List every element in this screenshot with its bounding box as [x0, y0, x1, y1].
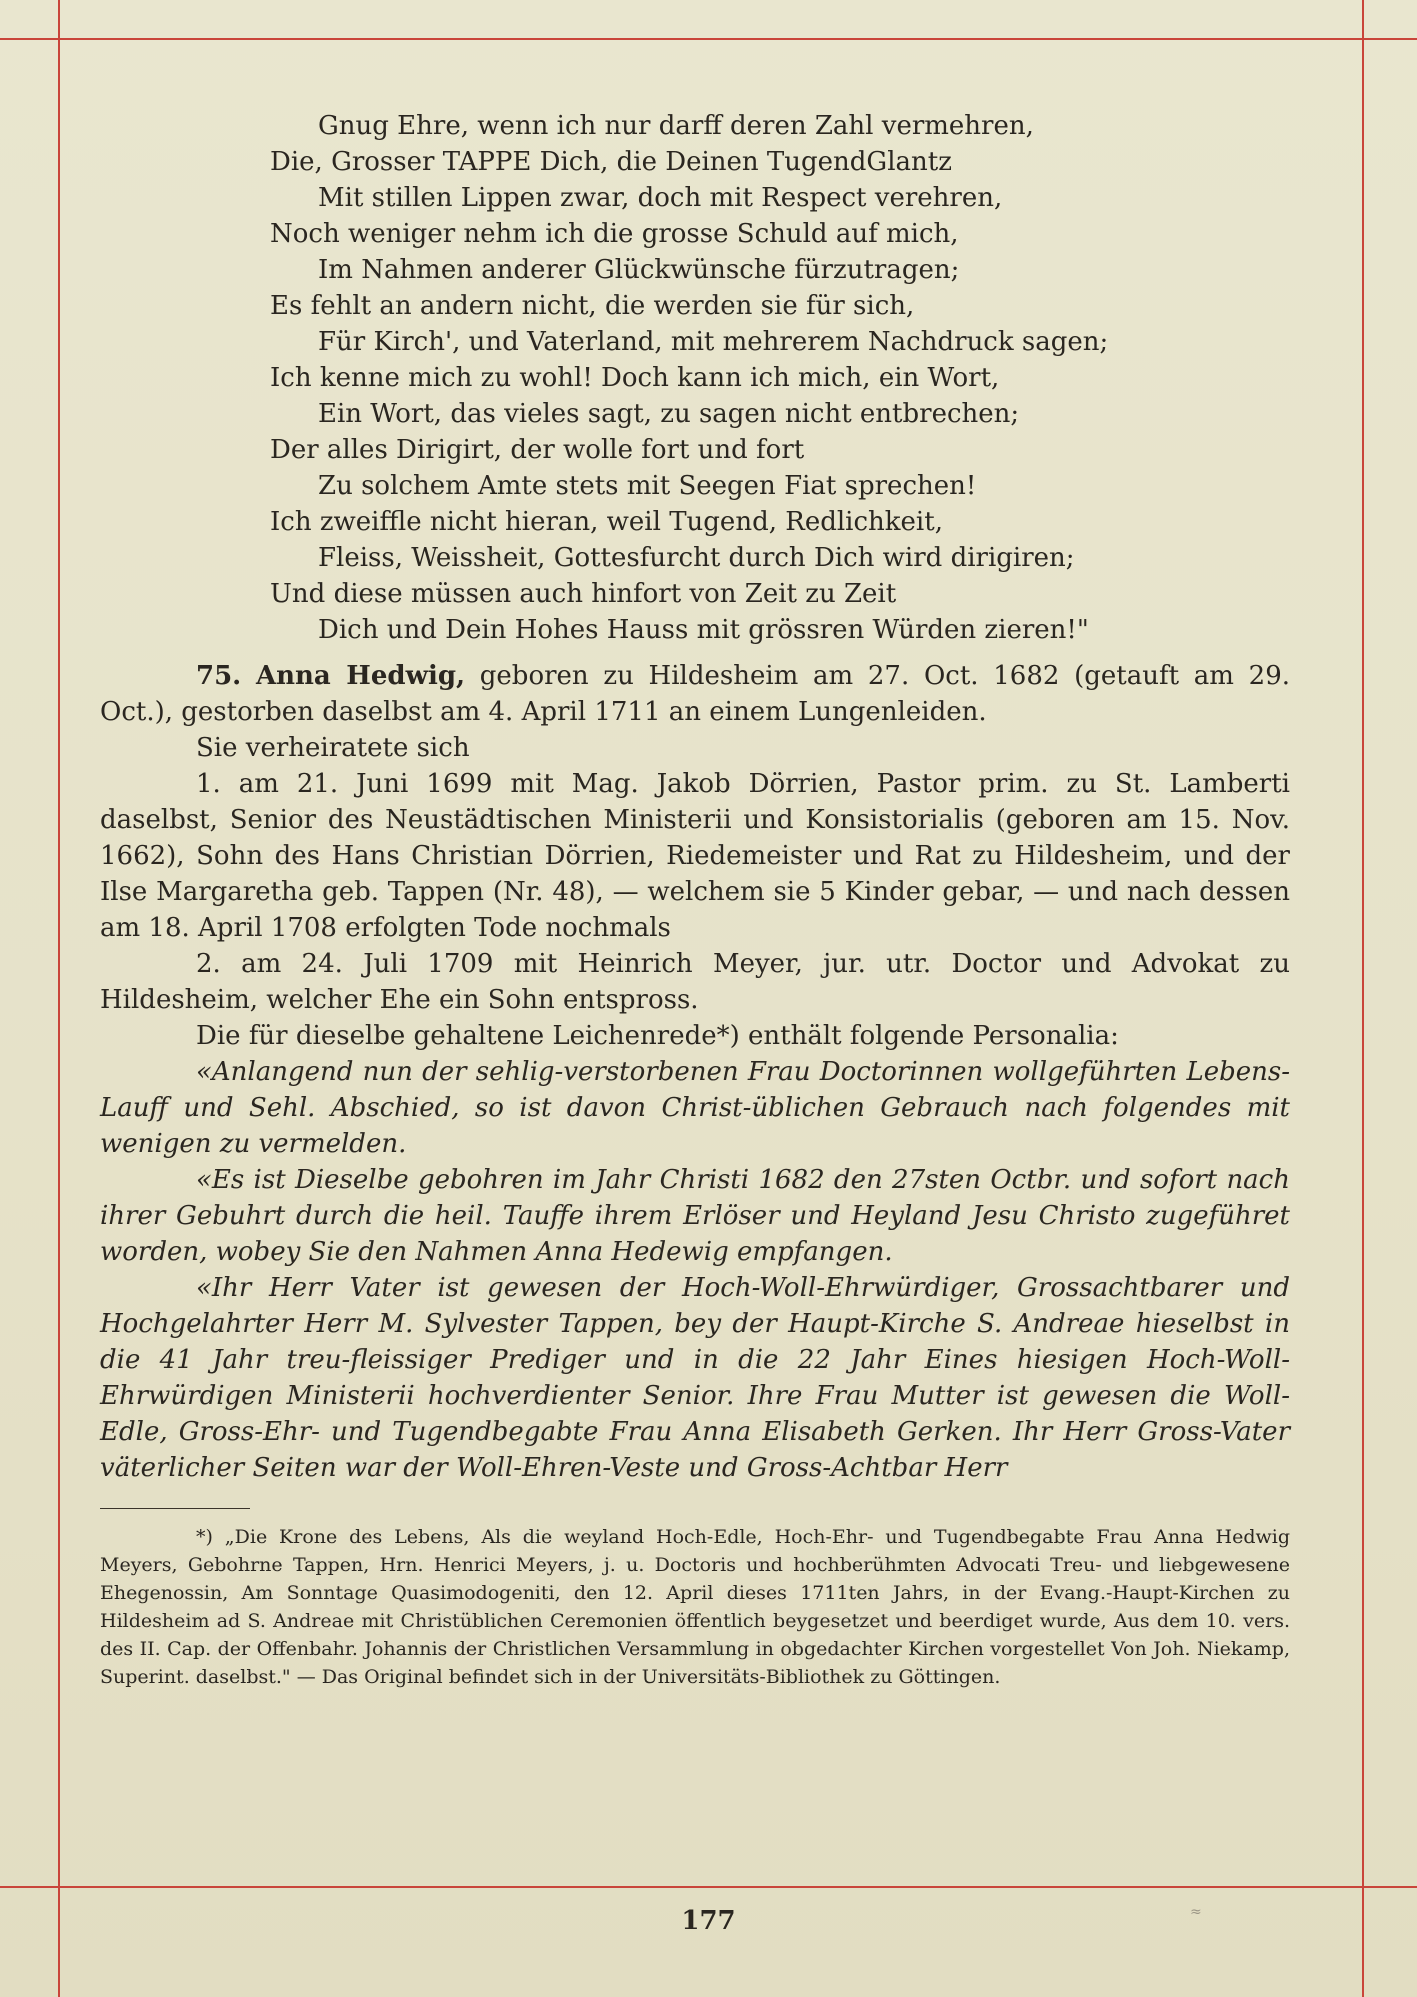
- quote-paragraph-2: «Es ist Dieselbe gebohren im Jahr Christi 1682 den 27sten Octbr. und sofort nach ihrer Gebuhrt durch die heil. Tauffe ihrem Erlöser und Heyland Jesu Christo zugeführet worden, wobey Sie den Nahmen Anna Hedewig empfangen.: [100, 1165, 1290, 1267]
- poem-line: Ein Wort, das vieles sagt, zu sagen nicht entbrechen;: [318, 399, 1020, 429]
- entry-text: geboren zu Hildesheim am 27. Oct. 1682 (getauft am 29. Oct.), gestorben daselbst am 4. April 1711 an einem Lungenleiden.: [100, 661, 1291, 727]
- poem-line: Es fehlt an andern nicht, die werden sie für sich,: [270, 291, 915, 321]
- poem-line: Zu solchem Amte stets mit Seegen Fiat sprechen!: [318, 471, 977, 501]
- poem: [270, 108, 1170, 648]
- quote-paragraph-1: «Anlangend nun der sehlig-verstorbenen Frau Doctorinnen wollgeführten Lebens-Lauff und Sehl. Abschied, so ist davon Christ-üblichen Gebrauch nach folgendes mit wenigen zu vermelden.: [100, 1057, 1290, 1159]
- poem-line: Für Kirch', und Vaterland, mit mehrerem Nachdruck sagen;: [318, 327, 1109, 357]
- entry-paragraph: [100, 658, 1290, 730]
- poem-line: Mit stillen Lippen zwar, doch mit Respect verehren,: [318, 183, 1003, 213]
- poem-line: Der alles Dirigirt, der wolle fort und fort: [270, 435, 805, 465]
- poem-line: Dich und Dein Hohes Hauss mit grössren Würden zieren!": [318, 615, 1089, 645]
- poem-line: Im Nahmen anderer Glückwünsche fürzutragen;: [318, 255, 960, 285]
- page-number: 177: [681, 1906, 736, 1936]
- married-intro: Sie verheiratete sich: [196, 733, 470, 763]
- poem-line: Ich zweiffle nicht hieran, weil Tugend, Redlichkeit,: [270, 507, 943, 537]
- personalia-intro: Die für dieselbe gehaltene Leichenrede*) enthält folgende Personalia:: [196, 1021, 1119, 1051]
- corner-mark: ≈: [1190, 1904, 1202, 1920]
- quote-paragraph-3: «Ihr Herr Vater ist gewesen der Hoch-Woll-Ehrwürdiger, Grossachtbarer und Hochgelahrter Herr M. Sylvester Tappen, bey der Haupt-Kirche S. Andreae hieselbst in die 41 Jahr treu-fleissiger Prediger und in die 22 Jahr Eines hiesigen Hoch-Woll-Ehrwürdigen Ministerii hochverdienter Senior. Ihre Frau Mutter ist gewesen die Woll-Edle, Gross-Ehr- und Tugendbegabte Frau Anna Elisabeth Gerken. Ihr Herr Gross-Vater väterlicher Seiten war der Woll-Ehren-Veste und Gross-Achtbar Herr: [100, 1273, 1290, 1483]
- left-red-rule: [58, 0, 60, 1997]
- poem-line: Die, Grosser TAPPE Dich, die Deinen TugendGlantz: [270, 147, 952, 177]
- poem-line: Und diese müssen auch hinfort von Zeit zu Zeit: [270, 579, 897, 609]
- footnote-divider: [100, 1508, 250, 1509]
- entry-number: 75.: [196, 661, 242, 691]
- bottom-red-rule: [0, 1886, 1417, 1888]
- poem-line: Fleiss, Weissheit, Gottesfurcht durch Dich wird dirigiren;: [318, 543, 1075, 573]
- marriage-1: 1. am 21. Juni 1699 mit Mag. Jakob Dörrien, Pastor prim. zu St. Lamberti daselbst, Senior des Neustädtischen Ministerii und Konsistorialis (geboren am 15. Nov. 1662), Sohn des Hans Christian Dörrien, Riedemeister und Rat zu Hildesheim, und der Ilse Margaretha geb. Tappen (Nr. 48), — welchem sie 5 Kinder gebar, — und nach dessen am 18. April 1708 erfolgten Tode nochmals: [100, 769, 1290, 943]
- page-content: [100, 108, 1290, 1691]
- top-red-rule: [0, 38, 1417, 40]
- footnote: *) „Die Krone des Lebens, Als die weyland Hoch-Edle, Hoch-Ehr- und Tugendbegabte Frau Anna Hedwig Meyers, Gebohrne Tappen, Hrn. Henrici Meyers, j. u. Doctoris und hochberühmten Advocati Treu- und liebgewesene Ehegenossin, Am Sonntage Quasimodogeniti, den 12. April dieses 1711ten Jahrs, in der Evang.-Haupt-Kirchen zu Hildesheim ad S. Andreae mit Christüblichen Ceremonien öffentlich beygesetzet und beerdiget wurde, Aus dem 10. vers. des II. Cap. der Offenbahr. Johannis der Christlichen Versammlung in obgedachter Kirchen vorgestellet Von Joh. Niekamp, Superint. daselbst." — Das Original befindet sich in der Universitäts-Bibliothek zu Göttingen.: [100, 1526, 1290, 1688]
- entry-name: Anna Hedwig,: [255, 661, 466, 691]
- marriage-2: 2. am 24. Juli 1709 mit Heinrich Meyer, jur. utr. Doctor und Advokat zu Hildesheim, welcher Ehe ein Sohn entspross.: [100, 949, 1290, 1015]
- poem-line: Ich kenne mich zu wohl! Doch kann ich mich, ein Wort,: [270, 363, 1000, 393]
- poem-line: Noch weniger nehm ich die grosse Schuld auf mich,: [270, 219, 959, 249]
- poem-line: Gnug Ehre, wenn ich nur darff deren Zahl vermehren,: [318, 111, 1034, 141]
- right-red-rule: [1362, 0, 1364, 1997]
